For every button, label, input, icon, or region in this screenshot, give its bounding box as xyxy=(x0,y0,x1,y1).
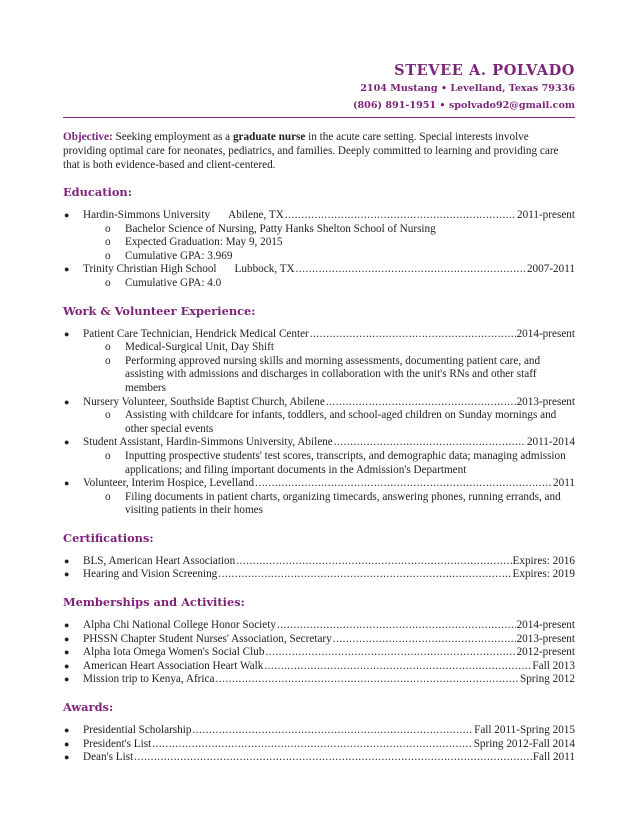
objective-paragraph xyxy=(63,130,575,172)
hollow-circle-icon: o xyxy=(105,354,111,367)
bullet-dot-icon: ● xyxy=(64,555,70,566)
hollow-circle-icon: o xyxy=(105,236,111,249)
hollow-circle-icon: o xyxy=(105,276,111,289)
education-entry xyxy=(63,263,575,290)
entry-name: Mission trip to Kenya, Africa xyxy=(83,673,215,686)
objective-text-after: in the acute care setting. Special interests involve providing optimal care for neonates, pediatrics, and families. Deeply committed to learning and providing care that is both evidence-based and client-centered. xyxy=(63,131,559,171)
entry-date: 2011-2014 xyxy=(526,436,575,449)
bullet-dot-icon: ● xyxy=(64,210,70,220)
hollow-circle-icon: o xyxy=(105,490,111,503)
bullet-dot-icon: ● xyxy=(64,633,70,644)
education-heading: Education: xyxy=(63,185,132,199)
candidate-name: STEVEE A. POLVADO xyxy=(394,62,575,79)
bullet-dot-icon: ● xyxy=(64,660,70,671)
entry-name: Dean's List xyxy=(83,751,134,764)
leader-dots xyxy=(264,660,531,674)
entry-name: Presidential Scholarship xyxy=(83,724,192,737)
contact-address: 2104 Mustang • Levelland, Texas 79336 xyxy=(360,83,575,94)
bullet-dot-icon: ● xyxy=(64,725,70,736)
objective-emphasis: graduate nurse xyxy=(232,131,306,143)
membership-entry xyxy=(63,646,575,660)
entry-date: 2014-present xyxy=(516,619,575,632)
entry-date: 2013-present xyxy=(516,395,575,408)
bullet-dot-icon: ● xyxy=(64,647,70,658)
entry-detail: o Expected Graduation: May 9, 2015 xyxy=(105,236,283,249)
leader-dots xyxy=(296,263,526,277)
leader-dots xyxy=(265,646,515,660)
entry-location: Lubbock, TX xyxy=(234,263,295,276)
entry-detail: o Medical-Surgical Unit, Day Shift xyxy=(105,341,274,354)
contact-phone-email: (806) 891-1951 • spolvado92@gmail.com xyxy=(352,100,575,111)
leader-dots xyxy=(333,633,516,647)
work-entry xyxy=(63,328,575,396)
entry-date: 2014-present xyxy=(516,327,575,340)
hollow-circle-icon: o xyxy=(105,449,111,462)
membership-entry xyxy=(63,673,575,687)
leader-dots xyxy=(134,751,532,765)
leader-dots xyxy=(310,328,516,342)
membership-entry xyxy=(63,660,575,674)
entry-detail: o Cumulative GPA: 4.0 xyxy=(105,276,222,289)
entry-date: 2007-2011 xyxy=(526,263,575,276)
entry-name: President's List xyxy=(83,737,152,750)
membership-entry xyxy=(63,633,575,647)
entry-name: American Heart Association Heart Walk xyxy=(83,659,264,672)
education-list xyxy=(63,209,575,291)
certifications-list xyxy=(63,555,575,582)
leader-dots xyxy=(277,619,516,633)
leader-dots xyxy=(255,477,552,491)
awards-list xyxy=(63,724,575,765)
entry-date: Fall 2011 xyxy=(532,751,575,764)
bullet-dot-icon: ● xyxy=(64,264,70,275)
bullet-dot-icon: ● xyxy=(64,437,70,448)
entry-location: Abilene, TX xyxy=(228,209,284,221)
work-heading: Work & Volunteer Experience: xyxy=(63,303,256,318)
bullet-dot-icon: ● xyxy=(64,752,70,763)
entry-name: Patient Care Technician, Hendrick Medical Center xyxy=(83,327,309,340)
entry-date: Spring 2012-Fall 2014 xyxy=(473,737,575,750)
hollow-circle-icon: o xyxy=(105,341,111,354)
bullet-dot-icon: ● xyxy=(64,620,70,631)
bullet-dot-icon: ● xyxy=(64,674,70,685)
objective-text-before: Seeking employment as a xyxy=(112,131,233,143)
bullet-dot-icon: ● xyxy=(64,738,70,749)
awards-heading: Awards: xyxy=(63,700,114,715)
leader-dots xyxy=(215,673,519,687)
certifications-heading: Certifications: xyxy=(63,530,154,545)
education-entry xyxy=(63,209,575,263)
entry-name: Volunteer, Interim Hospice, Levelland xyxy=(83,477,255,490)
entry-detail: o Inputting prospective students' test scores, transcripts, and demographic data; managing admission applications; and filing important documents in the Admission's Department xyxy=(105,449,566,476)
entry-date: Fall 2011-Spring 2015 xyxy=(474,724,575,737)
leader-dots xyxy=(326,396,516,410)
entry-date: Spring 2012 xyxy=(519,673,575,686)
work-entry xyxy=(63,436,575,477)
leader-dots xyxy=(334,436,526,450)
membership-entry xyxy=(63,619,575,633)
entry-name: Hearing and Vision Screening xyxy=(83,568,218,581)
entry-date: Expires: 2016 xyxy=(512,554,575,567)
memberships-list xyxy=(63,619,575,687)
memberships-heading: Memberships and Activities: xyxy=(63,595,245,610)
award-entry xyxy=(63,724,575,738)
entry-date: 2011-present xyxy=(517,209,575,221)
resume-page xyxy=(63,62,575,765)
work-list xyxy=(63,328,575,518)
leader-dots xyxy=(218,568,511,582)
entry-name: Nursery Volunteer, Southside Baptist Church, Abilene xyxy=(83,395,325,408)
bullet-dot-icon: ● xyxy=(64,569,70,580)
leader-dots xyxy=(236,555,511,569)
entry-date: 2013-present xyxy=(516,632,575,645)
hollow-circle-icon: o xyxy=(105,222,111,235)
certification-entry xyxy=(63,555,575,569)
entry-name: PHSSN Chapter Student Nurses' Association, Secretary xyxy=(83,632,332,645)
entry-detail: o Performing approved nursing skills and morning assessments, documenting patient care, and assisting with admissions and discharges in collaboration with the unit's RNs and other staff members xyxy=(105,354,541,394)
entry-detail: o Filing documents in patient charts, organizing timecards, answering phones, running errands, and visiting patients in their homes xyxy=(105,490,561,517)
bullet-dot-icon: ● xyxy=(64,328,70,339)
hollow-circle-icon: o xyxy=(105,249,111,262)
entry-date: 2012-present xyxy=(516,646,575,659)
entry-detail: o Cumulative GPA: 3.969 xyxy=(105,249,233,262)
entry-name: BLS, American Heart Association xyxy=(83,554,236,567)
entry-detail: o Assisting with childcare for infants, toddlers, and school-aged children on Sunday mornings and other special events xyxy=(105,409,557,435)
certification-entry xyxy=(63,568,575,582)
bullet-dot-icon: ● xyxy=(64,396,70,407)
objective-label: Objective: xyxy=(63,131,113,143)
entry-name: Trinity Christian High School xyxy=(83,263,217,276)
resume-header xyxy=(63,62,575,113)
entry-name: Alpha Chi National College Honor Society xyxy=(83,619,276,632)
work-entry xyxy=(63,396,575,437)
award-entry xyxy=(63,738,575,752)
work-entry xyxy=(63,477,575,518)
entry-name: Hardin-Simmons University xyxy=(83,209,211,221)
award-entry xyxy=(63,751,575,765)
entry-name: Student Assistant, Hardin-Simmons University, Abilene xyxy=(83,436,333,449)
entry-date: Expires: 2019 xyxy=(512,568,575,581)
bullet-dot-icon: ● xyxy=(64,478,70,489)
leader-dots xyxy=(152,738,472,752)
entry-date: Fall 2013 xyxy=(532,659,575,672)
entry-date: 2011 xyxy=(553,477,575,490)
hollow-circle-icon: o xyxy=(105,409,111,422)
entry-detail: o Bachelor Science of Nursing, Patty Hanks Shelton School of Nursing xyxy=(105,222,436,235)
leader-dots xyxy=(285,209,516,223)
header-divider xyxy=(63,117,575,118)
entry-name: Alpha Iota Omega Women's Social Club xyxy=(83,646,265,659)
leader-dots xyxy=(192,724,473,738)
